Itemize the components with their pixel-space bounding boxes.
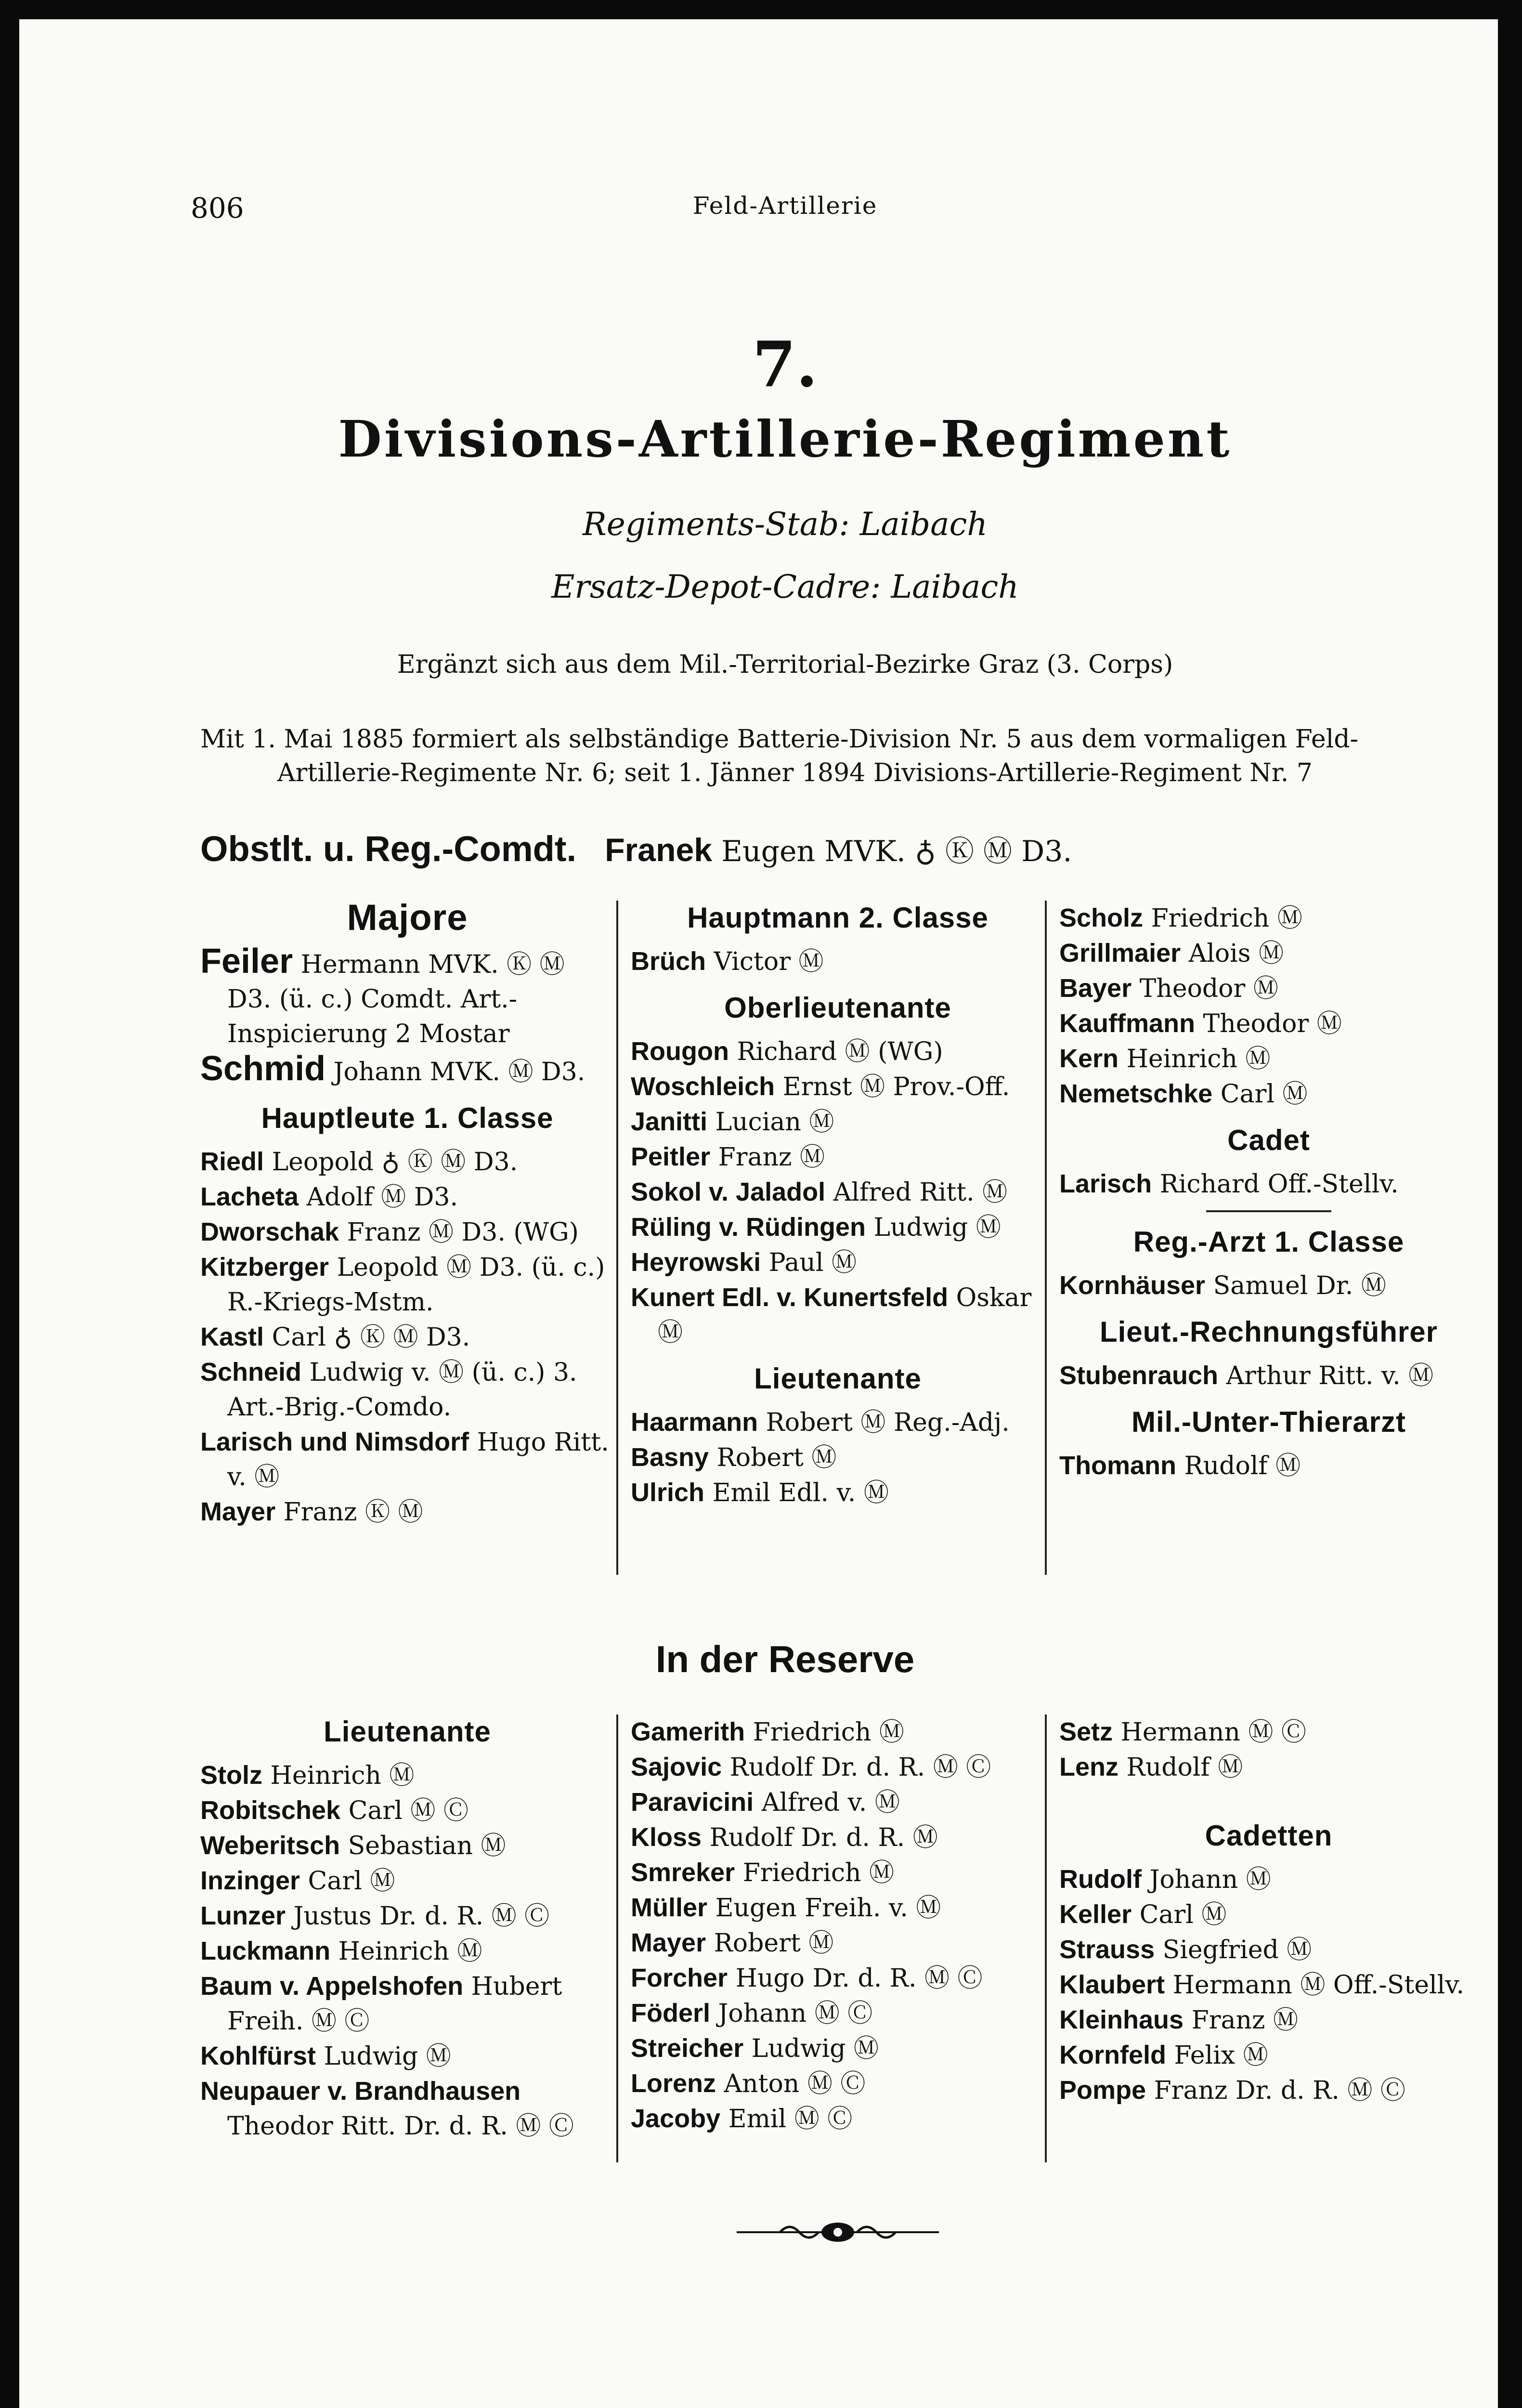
section-heading: Hauptmann 2. Classe: [687, 902, 989, 934]
entry-details: Ludwig Ⓜ: [751, 2034, 879, 2063]
entry-surname: Mayer: [631, 1928, 706, 1957]
entry-details: Hermann MVK. Ⓚ Ⓜ D3. (ü. c.) Comdt. Art.-Inspicierung 2 Mostar: [227, 950, 565, 1048]
list-item: [631, 1175, 1045, 1210]
entry-surname: Föderl: [631, 1999, 711, 2028]
active-column-1: [200, 897, 614, 1530]
entry-details: Franz Ⓜ: [1191, 2006, 1298, 2035]
entry-details: Richard Ⓜ (WG): [737, 1037, 943, 1066]
entry-details: Alois Ⓜ: [1188, 939, 1284, 968]
list-item: [631, 1890, 1045, 1925]
list-item: [200, 1793, 614, 1828]
section-heading: Cadet: [1227, 1124, 1310, 1156]
entry-details: Rudolf Dr. d. R. Ⓜ: [709, 1823, 938, 1852]
list-item: [631, 2101, 1045, 2136]
entry-details: Leopold Ⓜ D3. (ü. c.) R.-Kriegs-Mstm.: [227, 1253, 605, 1317]
entry-surname: Grillmaier: [1059, 939, 1181, 968]
entry-surname: Kloss: [631, 1823, 702, 1852]
reserve-column-3: [1059, 1714, 1478, 2108]
list-item: [200, 1969, 614, 2039]
entry-surname: Lacheta: [200, 1182, 299, 1211]
entry-surname: Keller: [1059, 1900, 1132, 1929]
commander-name: Franek: [605, 832, 713, 868]
entry-details: Franz Dr. d. R. Ⓜ Ⓒ: [1154, 2076, 1405, 2105]
ornament-divider: [737, 2215, 939, 2249]
list-item: [631, 1714, 1045, 1750]
entry-details: Eugen Freih. v. Ⓜ: [715, 1894, 941, 1923]
entry-details: Felix Ⓜ: [1174, 2041, 1268, 2070]
entry-surname: Rougon: [631, 1037, 729, 1066]
section-heading: Hauptleute 1. Classe: [261, 1102, 554, 1134]
entry-details: Carl Ⓜ: [1220, 1080, 1308, 1109]
entry-surname: Strauss: [1059, 1935, 1155, 1964]
history-note: [200, 722, 1471, 790]
list-item: [1059, 2038, 1478, 2073]
list-item: [631, 1139, 1045, 1175]
entry-surname: Peitler: [631, 1142, 711, 1171]
entry-surname: Feiler: [200, 942, 293, 981]
list-item: [631, 2066, 1045, 2101]
list-item: [1059, 1897, 1478, 1932]
entry-details: Friedrich Ⓜ: [1151, 904, 1302, 933]
list-item: [631, 1961, 1045, 1996]
list-item: [631, 1440, 1045, 1475]
entry-details: Johann Ⓜ: [1149, 1865, 1271, 1894]
entry-surname: Kunert Edl. v. Kunertsfeld: [631, 1283, 949, 1312]
list-item: [1059, 1448, 1478, 1483]
entry-surname: Sokol v. Jaladol: [631, 1178, 826, 1206]
entry-details: Johann Ⓜ Ⓒ: [718, 1999, 873, 2028]
entry-details: Rudolf Ⓜ: [1126, 1753, 1243, 1782]
list-item: [200, 1051, 614, 1089]
list-item: [631, 1996, 1045, 2031]
commander-details: Eugen MVK. ♁ Ⓚ Ⓜ D3.: [721, 835, 1072, 868]
entry-details: Carl Ⓜ Ⓒ: [348, 1796, 468, 1825]
entry-details: Emil Ⓜ Ⓒ: [728, 2105, 853, 2133]
list-item: [1059, 1076, 1478, 1112]
entry-details: Robert Ⓜ Reg.-Adj.: [766, 1408, 1010, 1437]
entry-surname: Lorenz: [631, 2069, 716, 2098]
entry-surname: Woschleich: [631, 1072, 775, 1101]
column-divider: [616, 901, 618, 1575]
entry-surname: Kleinhaus: [1059, 2005, 1184, 2034]
list-item: [631, 1104, 1045, 1139]
entry-surname: Pompe: [1059, 2076, 1146, 2105]
entry-surname: Klaubert: [1059, 1970, 1165, 1999]
entry-details: Emil Edl. v. Ⓜ: [712, 1479, 889, 1507]
entry-details: Sebastian Ⓜ: [348, 1832, 506, 1860]
list-item: [200, 1898, 614, 1934]
entry-details: Paul Ⓜ: [768, 1248, 857, 1277]
staff-location: Regiments-Stab: Laibach: [583, 506, 988, 543]
entry-details: Ludwig Ⓜ: [324, 2042, 451, 2071]
list-item: [200, 1425, 614, 1494]
column-divider: [616, 1714, 618, 2162]
entry-details: Lucian Ⓜ: [715, 1108, 834, 1137]
entry-surname: Brüch: [631, 947, 706, 976]
entry-surname: Luckmann: [200, 1937, 331, 1965]
list-item: [1059, 1714, 1478, 1750]
entry-details: Samuel Dr. Ⓜ: [1213, 1271, 1386, 1300]
entry-surname: Stubenrauch: [1059, 1361, 1219, 1390]
list-item: [1059, 1041, 1478, 1076]
entry-surname: Mayer: [200, 1497, 276, 1526]
section-heading: Lieutenante: [754, 1362, 922, 1395]
list-item: [631, 1475, 1045, 1510]
entry-details: Franz Ⓚ Ⓜ: [283, 1498, 423, 1527]
entry-surname: Gamerith: [631, 1717, 745, 1746]
section-heading: Mil.-Unter-Thierarzt: [1131, 1406, 1406, 1438]
section-rule: [1206, 1210, 1331, 1212]
entry-details: Alfred v. Ⓜ: [761, 1788, 900, 1817]
active-column-3: [1059, 901, 1478, 1483]
entry-details: Carl Ⓜ: [308, 1867, 395, 1896]
list-item: [200, 1494, 614, 1530]
section-heading: Lieut.-Rechnungsführer: [1099, 1316, 1438, 1348]
list-item: [631, 1210, 1045, 1245]
entry-details: Franz Ⓜ D3. (WG): [347, 1218, 579, 1247]
list-item: [631, 1405, 1045, 1440]
entry-surname: Sajovic: [631, 1753, 722, 1781]
entry-details: Ludwig v. Ⓜ (ü. c.) 3. Art.-Brig.-Comdo.: [227, 1358, 577, 1422]
reserve-column-1: [200, 1714, 614, 2144]
list-item: [1059, 1932, 1478, 1967]
list-item: [1059, 1862, 1478, 1897]
list-item: [1059, 1358, 1478, 1393]
page-number: 806: [191, 192, 244, 224]
list-item: [631, 1925, 1045, 1961]
entry-details: Friedrich Ⓜ: [742, 1858, 894, 1887]
entry-details: Ludwig Ⓜ: [873, 1213, 1001, 1242]
entry-surname: Setz: [1059, 1717, 1113, 1746]
list-item: [200, 1758, 614, 1793]
entry-details: Leopold ♁ Ⓚ Ⓜ D3.: [272, 1148, 518, 1177]
list-item: [631, 2031, 1045, 2066]
entry-surname: Basny: [631, 1443, 709, 1472]
column-divider: [1045, 1714, 1047, 2162]
entry-details: Rudolf Dr. d. R. Ⓜ Ⓒ: [729, 1753, 991, 1782]
entry-surname: Neupauer v. Brandhausen: [200, 2077, 521, 2106]
entry-details: Johann MVK. Ⓜ D3.: [333, 1058, 585, 1086]
list-item: [631, 1750, 1045, 1785]
entry-surname: Larisch: [1059, 1169, 1152, 1198]
entry-details: Robert Ⓜ: [714, 1929, 834, 1958]
entry-details: Friedrich Ⓜ: [753, 1718, 904, 1747]
list-item: [631, 1280, 1045, 1350]
entry-details: Anton Ⓜ Ⓒ: [724, 2069, 866, 2098]
regiment-number: 7.: [752, 327, 818, 401]
entry-surname: Schmid: [200, 1049, 326, 1088]
entry-surname: Janitti: [631, 1107, 708, 1136]
regiment-title: Divisions-Artillerie-Regiment: [338, 409, 1232, 469]
list-item: [200, 2039, 614, 2074]
entry-details: Rudolf Ⓜ: [1184, 1452, 1301, 1480]
entry-surname: Larisch und Nimsdorf: [200, 1427, 469, 1456]
entry-details: Theodor Ritt. Dr. d. R. Ⓜ Ⓒ: [227, 2112, 574, 2141]
list-item: [631, 1245, 1045, 1280]
entry-details: Theodor Ⓜ: [1203, 1009, 1342, 1038]
entry-surname: Baum v. Appelshofen: [200, 1972, 464, 2001]
list-item: [200, 1355, 614, 1425]
list-item: [1059, 1268, 1478, 1303]
entry-surname: Müller: [631, 1893, 708, 1922]
entry-details: Siegfried Ⓜ: [1162, 1936, 1312, 1964]
list-item: [200, 1144, 614, 1179]
entry-details: Hubert Freih. Ⓜ Ⓒ: [227, 1972, 562, 2036]
entry-surname: Ulrich: [631, 1478, 705, 1507]
entry-details: Ernst Ⓜ Prov.-Off.: [782, 1073, 1010, 1101]
entry-surname: Kern: [1059, 1044, 1119, 1073]
entry-surname: Bayer: [1059, 974, 1132, 1003]
entry-details: Richard Off.-Stellv.: [1159, 1170, 1399, 1199]
list-item: [1059, 1750, 1478, 1785]
list-item: [631, 1785, 1045, 1820]
commander-rank: Obstlt. u. Reg.-Comdt.: [200, 829, 577, 869]
entry-surname: Inzinger: [200, 1866, 300, 1895]
entry-surname: Jacoby: [631, 2104, 721, 2133]
list-item: [200, 1250, 614, 1320]
entry-details: Franz Ⓜ: [718, 1143, 825, 1172]
entry-surname: Kitzberger: [200, 1253, 329, 1282]
entry-surname: Stolz: [200, 1761, 262, 1790]
list-item: [200, 1215, 614, 1250]
running-title: Feld-Artillerie: [692, 192, 878, 220]
entry-details: Robert Ⓜ: [716, 1443, 837, 1472]
list-item: [200, 2074, 614, 2144]
entry-surname: Smreker: [631, 1858, 735, 1887]
list-item: [1059, 901, 1478, 936]
entry-surname: Schneid: [200, 1358, 302, 1387]
list-item: [631, 944, 1045, 979]
entry-surname: Kastl: [200, 1322, 264, 1351]
entry-details: Adolf Ⓜ D3.: [306, 1183, 458, 1212]
list-item: [631, 1820, 1045, 1855]
list-item: [200, 944, 614, 1051]
list-item: [1059, 2002, 1478, 2038]
entry-details: Arthur Ritt. v. Ⓜ: [1226, 1361, 1434, 1390]
entry-details: Carl Ⓜ: [1139, 1900, 1227, 1929]
section-heading: Majore: [347, 897, 468, 938]
entry-surname: Robitschek: [200, 1796, 341, 1825]
entry-surname: Thomann: [1059, 1451, 1176, 1480]
section-heading: Cadetten: [1205, 1819, 1333, 1852]
list-item: [200, 1863, 614, 1898]
depot-location: Ersatz-Depot-Cadre: Laibach: [551, 568, 1019, 605]
entry-details: Justus Dr. d. R. Ⓜ Ⓒ: [293, 1902, 550, 1931]
list-item: [1059, 2073, 1478, 2108]
entry-surname: Haarmann: [631, 1408, 758, 1437]
entry-details: Hermann Ⓜ Off.-Stellv.: [1172, 1971, 1465, 2000]
history-line: Mit 1. Mai 1885 formiert als selbständige Batterie-Division Nr. 5 aus dem vormaligen Feld-: [200, 725, 1359, 754]
page-header: [19, 178, 1498, 231]
entry-surname: Kornhäuser: [1059, 1271, 1206, 1300]
entry-details: Alfred Ritt. Ⓜ: [833, 1178, 1008, 1207]
entry-surname: Riedl: [200, 1147, 264, 1176]
reserve-heading: In der Reserve: [655, 1638, 915, 1680]
list-item: [200, 1179, 614, 1215]
entry-surname: Heyrowski: [631, 1248, 761, 1277]
page: [19, 19, 1498, 2408]
list-item: [1059, 1006, 1478, 1041]
entry-surname: Paravicini: [631, 1788, 754, 1817]
list-item: [200, 1828, 614, 1863]
entry-surname: Forcher: [631, 1963, 728, 1992]
list-item: [1059, 1967, 1478, 2002]
entry-surname: Streicher: [631, 2034, 744, 2063]
column-divider: [1045, 901, 1047, 1575]
entry-details: Heinrich Ⓜ: [1126, 1045, 1271, 1073]
entry-surname: Kohlfürst: [200, 2042, 316, 2070]
entry-surname: Dworschak: [200, 1217, 339, 1246]
entry-surname: Rüling v. Rüdingen: [631, 1213, 866, 1242]
list-item: [200, 1934, 614, 1969]
entry-details: Hugo Ritt. v. Ⓜ: [227, 1428, 609, 1492]
list-item: [1059, 1166, 1478, 1202]
list-item: [631, 1855, 1045, 1890]
list-item: [631, 1069, 1045, 1104]
section-heading: Lieutenante: [324, 1715, 491, 1748]
entry-details: Hugo Dr. d. R. Ⓜ Ⓒ: [735, 1964, 983, 1993]
list-item: [631, 1034, 1045, 1069]
regiment-commander: [200, 828, 1072, 870]
list-item: [200, 1320, 614, 1355]
active-column-2: [631, 901, 1045, 1510]
reserve-column-2: [631, 1714, 1045, 2136]
entry-details: Theodor Ⓜ: [1139, 974, 1278, 1003]
recruitment-note: Ergänzt sich aus dem Mil.-Territorial-Bezirke Graz (3. Corps): [397, 650, 1173, 679]
entry-surname: Weberitsch: [200, 1831, 340, 1860]
section-heading: Oberlieutenante: [724, 992, 951, 1024]
section-heading: Reg.-Arzt 1. Classe: [1133, 1226, 1405, 1258]
entry-surname: Nemetschke: [1059, 1079, 1213, 1108]
entry-details: Heinrich Ⓜ: [338, 1937, 482, 1966]
list-item: [1059, 936, 1478, 971]
entry-surname: Scholz: [1059, 903, 1144, 932]
entry-surname: Lenz: [1059, 1753, 1119, 1781]
entry-details: Hermann Ⓜ Ⓒ: [1120, 1718, 1306, 1747]
entry-surname: Lunzer: [200, 1901, 286, 1930]
entry-surname: Kauffmann: [1059, 1009, 1195, 1038]
entry-surname: Rudolf: [1059, 1865, 1142, 1894]
entry-details: Victor Ⓜ: [714, 947, 824, 976]
list-item: [1059, 971, 1478, 1006]
entry-surname: Kornfeld: [1059, 2041, 1166, 2069]
entry-details: Carl ♁ Ⓚ Ⓜ D3.: [272, 1323, 470, 1352]
history-line: Artillerie-Regimente Nr. 6; seit 1. Jänner 1894 Divisions-Artillerie-Regiment Nr. 7: [277, 759, 1313, 787]
entry-details: Heinrich Ⓜ: [270, 1761, 415, 1790]
entry-details: Oskar Ⓜ: [658, 1283, 1032, 1347]
